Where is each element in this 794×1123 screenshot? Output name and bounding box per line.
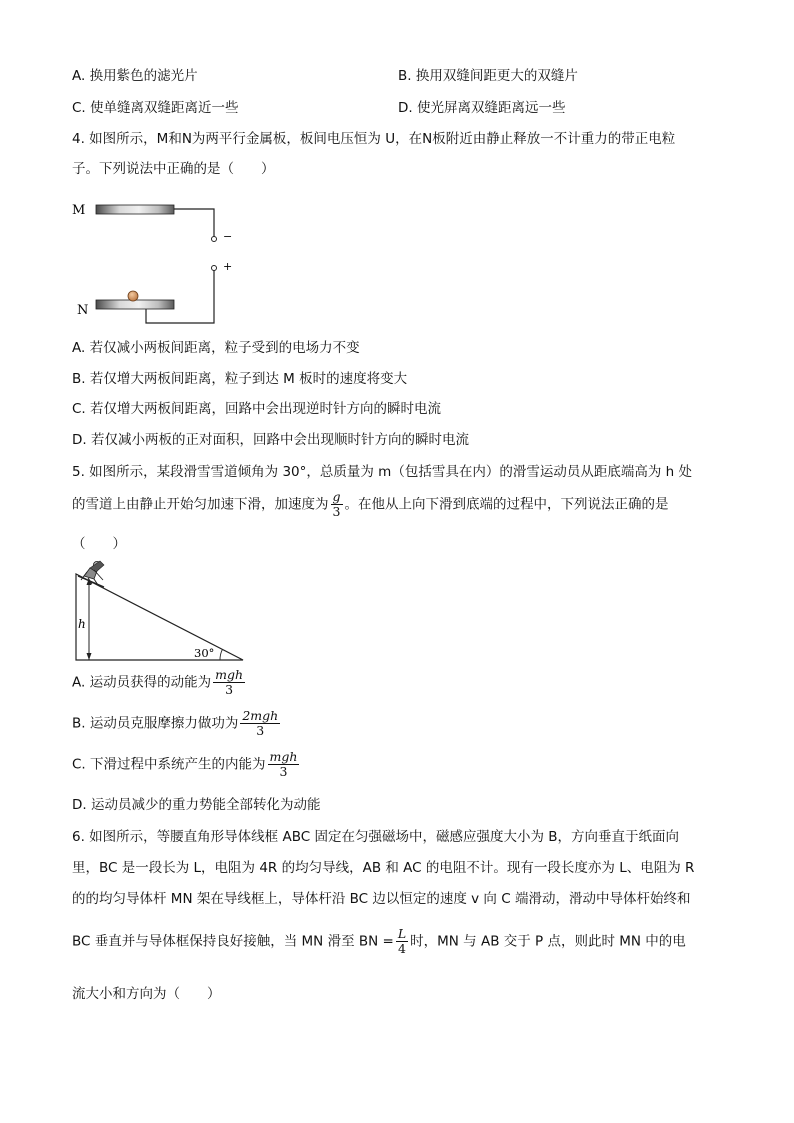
q5-stem-line2: [72, 490, 669, 519]
option-c-numerator: mgh: [269, 749, 298, 764]
wire-bottom: [146, 271, 214, 324]
q4-stem-line1: 4. 如图所示，M和N为两平行金属板，板间电压恒为 U，在N板附近由静止释放一不计重力的带正电粒: [72, 131, 676, 147]
q5-option-c-text: C. 下滑过程中系统产生的内能为: [72, 756, 266, 773]
q5-option-a: [72, 668, 247, 697]
q5-option-d: D. 运动员减少的重力势能全部转化为动能: [72, 797, 321, 813]
q5-option-b-text: B. 运动员克服摩擦力做功为: [72, 715, 239, 732]
terminal-plus: [212, 266, 217, 271]
bn-numerator: L: [397, 926, 407, 941]
q6-line3: 的的均匀导体杆 MN 架在导线框上，导体杆沿 BC 边以恒定的速度 v 向 C 端滑动，滑动中导体杆始终和: [72, 891, 691, 907]
height-label: h: [78, 617, 86, 631]
q5-option-b: [72, 709, 282, 738]
terminal-minus: [212, 237, 217, 242]
plate-n: [96, 300, 174, 309]
q4-option-a: A. 若仅减小两板间距离，粒子受到的电场力不变: [72, 340, 360, 356]
q4-option-c: C. 若仅增大两板间距离，回路中会出现逆时针方向的瞬时电流: [72, 401, 442, 417]
q3-option-a: A. 换用紫色的滤光片: [72, 68, 198, 84]
q5-stem-line2-post: 。在他从上向下滑到底端的过程中，下列说法正确的是: [344, 496, 669, 513]
option-c-fraction: [268, 750, 300, 779]
q6-line2: 里，BC 是一段长为 L，电阻为 4R 的均匀导线，AB 和 AC 的电阻不计。现有一段长度亦为 L、电阻为 R: [72, 860, 695, 876]
charged-particle: [128, 291, 138, 301]
bn-denominator: 4: [398, 941, 406, 956]
q4-stem-line2: 子。下列说法中正确的是（ ）: [72, 161, 275, 177]
option-b-fraction: [240, 709, 280, 738]
q5-option-c: [72, 750, 301, 779]
label-n: N: [77, 303, 89, 318]
q6-line4: [72, 927, 686, 956]
snow-slope: [76, 574, 243, 660]
option-c-denominator: 3: [279, 764, 288, 779]
q5-stem-line1: 5. 如图所示，某段滑雪雪道倾角为 30°，总质量为 m（包括雪具在内）的滑雪运动员从距底端高为 h 处: [72, 464, 692, 480]
plus-sign: +: [223, 260, 233, 273]
option-a-fraction: [213, 668, 245, 697]
option-a-denominator: 3: [225, 682, 234, 697]
plate-m: [96, 205, 174, 214]
accel-denominator: 3: [332, 504, 341, 519]
bn-fraction: [396, 927, 408, 956]
minus-sign: −: [223, 230, 233, 243]
q5-stem-line2-pre: 的雪道上由静止开始匀加速下滑，加速度为: [72, 496, 329, 513]
option-a-numerator: mgh: [215, 667, 243, 682]
q5-option-a-text: A. 运动员获得的动能为: [72, 674, 212, 691]
q5-stem-line3: （ ）: [72, 536, 126, 552]
q4-capacitor-figure: [66, 186, 256, 331]
q5-slope-figure: [70, 558, 250, 664]
label-m: M: [72, 203, 86, 218]
accel-fraction: [331, 490, 343, 519]
q3-option-d: D. 使光屏离双缝距离远一些: [398, 100, 566, 116]
q3-option-b: B. 换用双缝间距更大的双缝片: [398, 68, 578, 84]
angle-label: 30°: [194, 646, 215, 660]
q3-option-c: C. 使单缝离双缝距离近一些: [72, 100, 239, 116]
accel-numerator: g: [332, 489, 341, 504]
q6-line1: 6. 如图所示，等腰直角形导体线框 ABC 固定在匀强磁场中，磁感应强度大小为 B，方向垂直于纸面向: [72, 829, 679, 845]
q4-option-b: B. 若仅增大两板间距离，粒子到达 M 板时的速度将变大: [72, 371, 408, 387]
q6-line4-post: 时，MN 与 AB 交于 P 点，则此时 MN 中的电: [410, 933, 686, 950]
q6-line4-pre: BC 垂直并与导体框保持良好接触，当 MN 滑至 BN =: [72, 933, 394, 950]
option-b-denominator: 3: [256, 723, 265, 738]
wire-top: [174, 209, 214, 237]
q4-option-d: D. 若仅减小两板的正对面积，回路中会出现顺时针方向的瞬时电流: [72, 432, 469, 448]
option-b-numerator: 2mgh: [242, 708, 279, 723]
q6-line5: 流大小和方向为（ ）: [72, 986, 221, 1002]
